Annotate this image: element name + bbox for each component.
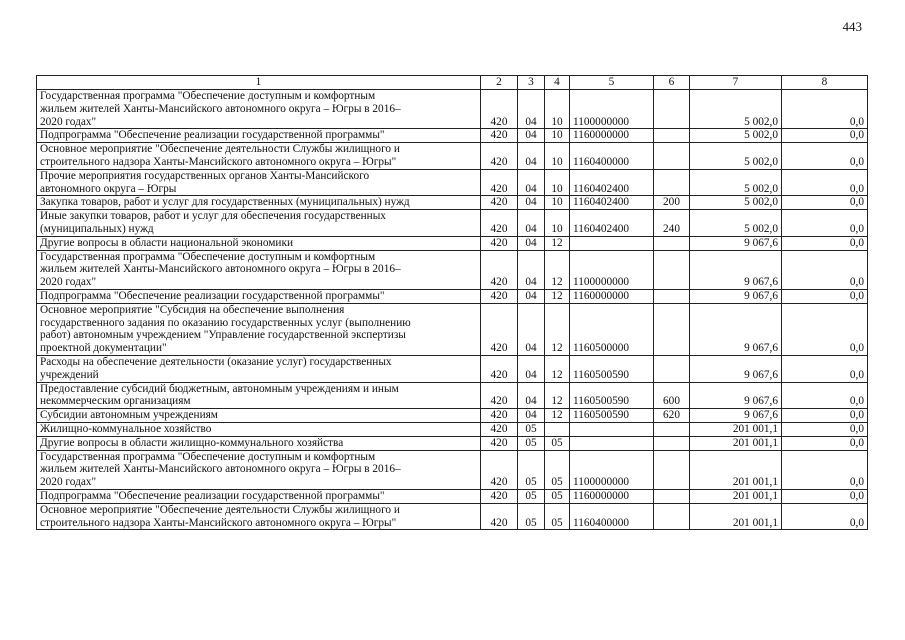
subsection-cell: 05 (545, 450, 570, 489)
section-cell: 04 (518, 143, 545, 170)
section-cell: 04 (518, 250, 545, 289)
expense-type-cell (654, 355, 690, 382)
column-header: 8 (782, 76, 868, 90)
column-header: 3 (518, 76, 545, 90)
ministry-code-cell: 420 (481, 382, 518, 409)
expense-type-cell (654, 503, 690, 530)
column-header: 4 (545, 76, 570, 90)
amount-change-cell: 0,0 (782, 236, 868, 250)
expense-type-cell (654, 143, 690, 170)
row-name-cell: Государственная программа "Обеспечение доступным и комфортным жильем жителей Ханты-Мансийского автономного округа – Югры в 2016– 2020 годах" (37, 90, 481, 129)
section-cell: 04 (518, 210, 545, 237)
section-cell: 05 (518, 489, 545, 503)
section-cell: 04 (518, 129, 545, 143)
expense-type-cell (654, 169, 690, 196)
table-row (37, 409, 868, 423)
expense-type-cell (654, 303, 690, 355)
ministry-code-cell: 420 (481, 303, 518, 355)
amount-change-cell: 0,0 (782, 90, 868, 129)
page-number: 443 (842, 19, 862, 34)
expense-type-cell: 600 (654, 382, 690, 409)
table-row (37, 289, 868, 303)
expense-type-cell (654, 236, 690, 250)
row-name-cell: Субсидии автономным учреждениям (37, 409, 481, 423)
target-article-cell: 1160000000 (570, 129, 654, 143)
target-article-cell: 1100000000 (570, 450, 654, 489)
section-cell: 05 (518, 436, 545, 450)
amount-cell: 9 067,6 (690, 382, 782, 409)
subsection-cell: 12 (545, 236, 570, 250)
amount-cell: 5 002,0 (690, 129, 782, 143)
table-row (37, 236, 868, 250)
amount-change-cell: 0,0 (782, 503, 868, 530)
expense-type-cell: 200 (654, 196, 690, 210)
table-row (37, 503, 868, 530)
amount-change-cell: 0,0 (782, 436, 868, 450)
row-name-cell: Иные закупки товаров, работ и услуг для обеспечения государственных (муниципальных) нужд (37, 210, 481, 237)
subsection-cell: 10 (545, 129, 570, 143)
ministry-code-cell: 420 (481, 210, 518, 237)
amount-cell: 5 002,0 (690, 196, 782, 210)
target-article-cell: 1160400000 (570, 143, 654, 170)
target-article-cell: 1100000000 (570, 250, 654, 289)
section-cell: 04 (518, 236, 545, 250)
target-article-cell: 1160000000 (570, 489, 654, 503)
row-name-cell: Основное мероприятие "Обеспечение деятельности Службы жилищного и строительного надзора Ханты-Мансийского автономного округа – Югры" (37, 503, 481, 530)
subsection-cell: 10 (545, 90, 570, 129)
section-cell: 04 (518, 90, 545, 129)
table-row (37, 169, 868, 196)
ministry-code-cell: 420 (481, 503, 518, 530)
ministry-code-cell: 420 (481, 250, 518, 289)
row-name-cell: Прочие мероприятия государственных органов Ханты-Мансийского автономного округа – Югры (37, 169, 481, 196)
row-name-cell: Другие вопросы в области национальной экономики (37, 236, 481, 250)
row-name-cell: Государственная программа "Обеспечение доступным и комфортным жильем жителей Ханты-Мансийского автономного округа – Югры в 2016– 2020 годах" (37, 450, 481, 489)
row-name-cell: Основное мероприятие "Обеспечение деятельности Службы жилищного и строительного надзора Ханты-Мансийского автономного округа – Югры" (37, 143, 481, 170)
table-body (37, 90, 868, 530)
amount-cell: 9 067,6 (690, 355, 782, 382)
section-cell: 04 (518, 169, 545, 196)
table-row (37, 382, 868, 409)
row-name-cell: Предоставление субсидий бюджетным, автономным учреждениям и иным некоммерческим организациям (37, 382, 481, 409)
ministry-code-cell: 420 (481, 355, 518, 382)
row-name-cell: Государственная программа "Обеспечение доступным и комфортным жильем жителей Ханты-Мансийского автономного округа – Югры в 2016– 2020 годах" (37, 250, 481, 289)
amount-cell: 9 067,6 (690, 236, 782, 250)
amount-cell: 5 002,0 (690, 169, 782, 196)
expense-type-cell (654, 450, 690, 489)
table-row (37, 196, 868, 210)
amount-change-cell: 0,0 (782, 489, 868, 503)
target-article-cell: 1160400000 (570, 503, 654, 530)
subsection-cell: 12 (545, 250, 570, 289)
section-cell: 04 (518, 382, 545, 409)
target-article-cell (570, 422, 654, 436)
target-article-cell: 1160402400 (570, 196, 654, 210)
section-cell: 05 (518, 422, 545, 436)
subsection-cell: 05 (545, 503, 570, 530)
column-header: 5 (570, 76, 654, 90)
subsection-cell: 05 (545, 489, 570, 503)
target-article-cell: 1160402400 (570, 210, 654, 237)
amount-change-cell: 0,0 (782, 196, 868, 210)
ministry-code-cell: 420 (481, 289, 518, 303)
target-article-cell: 1160500590 (570, 355, 654, 382)
amount-cell: 201 001,1 (690, 450, 782, 489)
table-row (37, 450, 868, 489)
ministry-code-cell: 420 (481, 143, 518, 170)
table-row (37, 422, 868, 436)
amount-cell: 5 002,0 (690, 210, 782, 237)
subsection-cell: 12 (545, 289, 570, 303)
expense-type-cell (654, 289, 690, 303)
expense-type-cell (654, 422, 690, 436)
ministry-code-cell: 420 (481, 196, 518, 210)
subsection-cell (545, 422, 570, 436)
amount-change-cell: 0,0 (782, 422, 868, 436)
table-row (37, 303, 868, 355)
target-article-cell: 1160500000 (570, 303, 654, 355)
target-article-cell: 1160500590 (570, 409, 654, 423)
table-row (37, 129, 868, 143)
target-article-cell (570, 436, 654, 450)
header-row (37, 76, 868, 90)
column-header: 6 (654, 76, 690, 90)
column-header: 2 (481, 76, 518, 90)
subsection-cell: 12 (545, 382, 570, 409)
amount-cell: 201 001,1 (690, 503, 782, 530)
budget-table (36, 75, 868, 530)
expense-type-cell (654, 250, 690, 289)
row-name-cell: Подпрограмма "Обеспечение реализации государственной программы" (37, 129, 481, 143)
subsection-cell: 10 (545, 169, 570, 196)
ministry-code-cell: 420 (481, 90, 518, 129)
subsection-cell: 12 (545, 409, 570, 423)
row-name-cell: Основное мероприятие "Субсидия на обеспечение выполнения государственного задания по оказанию государственных услуг (выполнению работ) автономным учреждением "Управление государственной экспертизы проектной документации" (37, 303, 481, 355)
amount-change-cell: 0,0 (782, 355, 868, 382)
amount-cell: 9 067,6 (690, 303, 782, 355)
row-name-cell: Подпрограмма "Обеспечение реализации государственной программы" (37, 489, 481, 503)
column-header: 1 (37, 76, 481, 90)
target-article-cell: 1160000000 (570, 289, 654, 303)
section-cell: 04 (518, 196, 545, 210)
table-row (37, 355, 868, 382)
amount-change-cell: 0,0 (782, 210, 868, 237)
expense-type-cell: 240 (654, 210, 690, 237)
amount-cell: 5 002,0 (690, 90, 782, 129)
expense-type-cell: 620 (654, 409, 690, 423)
amount-change-cell: 0,0 (782, 169, 868, 196)
subsection-cell: 12 (545, 303, 570, 355)
table-row (37, 143, 868, 170)
amount-change-cell: 0,0 (782, 303, 868, 355)
section-cell: 04 (518, 303, 545, 355)
ministry-code-cell: 420 (481, 169, 518, 196)
ministry-code-cell: 420 (481, 409, 518, 423)
ministry-code-cell: 420 (481, 450, 518, 489)
row-name-cell: Другие вопросы в области жилищно-коммунального хозяйства (37, 436, 481, 450)
amount-change-cell: 0,0 (782, 382, 868, 409)
section-cell: 05 (518, 450, 545, 489)
amount-change-cell: 0,0 (782, 450, 868, 489)
row-name-cell: Закупка товаров, работ и услуг для государственных (муниципальных) нужд (37, 196, 481, 210)
subsection-cell: 10 (545, 196, 570, 210)
target-article-cell (570, 236, 654, 250)
row-name-cell: Жилищно-коммунальное хозяйство (37, 422, 481, 436)
ministry-code-cell: 420 (481, 422, 518, 436)
amount-cell: 9 067,6 (690, 409, 782, 423)
table-row (37, 250, 868, 289)
amount-change-cell: 0,0 (782, 143, 868, 170)
ministry-code-cell: 420 (481, 489, 518, 503)
subsection-cell: 12 (545, 355, 570, 382)
section-cell: 04 (518, 355, 545, 382)
amount-cell: 5 002,0 (690, 143, 782, 170)
amount-cell: 201 001,1 (690, 489, 782, 503)
subsection-cell: 10 (545, 143, 570, 170)
row-name-cell: Расходы на обеспечение деятельности (оказание услуг) государственных учреждений (37, 355, 481, 382)
target-article-cell: 1160500590 (570, 382, 654, 409)
table-row (37, 210, 868, 237)
section-cell: 04 (518, 289, 545, 303)
ministry-code-cell: 420 (481, 236, 518, 250)
expense-type-cell (654, 90, 690, 129)
ministry-code-cell: 420 (481, 129, 518, 143)
expense-type-cell (654, 129, 690, 143)
section-cell: 04 (518, 409, 545, 423)
column-header: 7 (690, 76, 782, 90)
amount-cell: 201 001,1 (690, 436, 782, 450)
subsection-cell: 10 (545, 210, 570, 237)
amount-cell: 9 067,6 (690, 250, 782, 289)
amount-change-cell: 0,0 (782, 250, 868, 289)
table-row (37, 436, 868, 450)
amount-change-cell: 0,0 (782, 409, 868, 423)
table-row (37, 90, 868, 129)
amount-cell: 201 001,1 (690, 422, 782, 436)
subsection-cell: 05 (545, 436, 570, 450)
target-article-cell: 1160402400 (570, 169, 654, 196)
expense-type-cell (654, 489, 690, 503)
amount-change-cell: 0,0 (782, 289, 868, 303)
amount-change-cell: 0,0 (782, 129, 868, 143)
row-name-cell: Подпрограмма "Обеспечение реализации государственной программы" (37, 289, 481, 303)
table-row (37, 489, 868, 503)
section-cell: 05 (518, 503, 545, 530)
amount-cell: 9 067,6 (690, 289, 782, 303)
expense-type-cell (654, 436, 690, 450)
ministry-code-cell: 420 (481, 436, 518, 450)
target-article-cell: 1100000000 (570, 90, 654, 129)
